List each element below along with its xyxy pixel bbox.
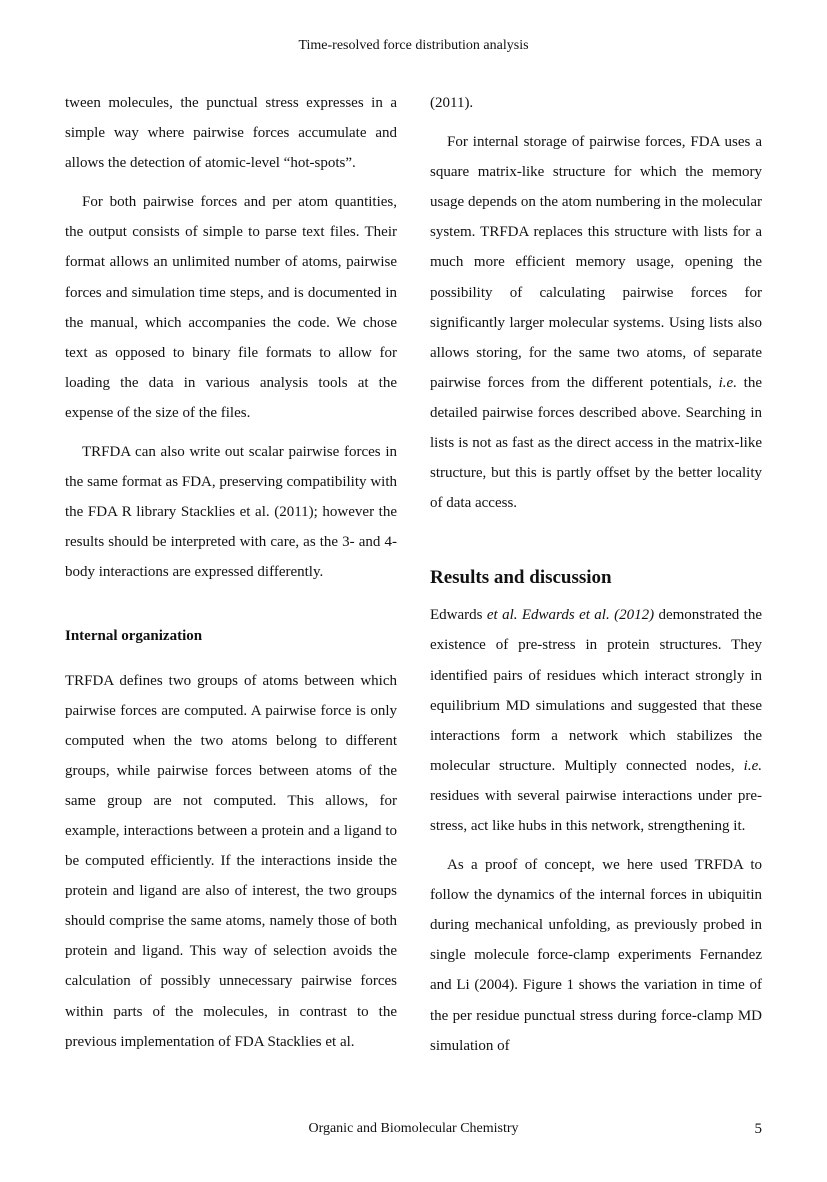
running-footer: Organic and Biomolecular Chemistry — [308, 1121, 519, 1136]
italic-abbrev: i.e. — [718, 374, 737, 391]
paragraph: TRFDA can also write out scalar pairwise forces in the same format as FDA, preserving compatibility with the FDA R library Stacklies et al. (2011); however the results should be interpreted with care, as the 3- and 4-body interactions are expressed differently. — [65, 444, 397, 581]
paragraph: (2011). — [430, 95, 474, 111]
running-header: Time-resolved force distribution analysis — [298, 38, 529, 53]
text-run: residues with several pairwise interactions under pre-stress, act like hubs in this network, strengthening it. — [430, 787, 762, 834]
text-run: demonstrated the existence of pre-stress in protein structures. They identified pairs of residues which interact strongly in equilibrium MD simulations and suggested that these interactions form a network which stabilizes the molecular structure. Multiply connected nodes, — [430, 607, 762, 774]
section-title: Results and discussion — [430, 567, 612, 589]
page-number: 5 — [754, 1121, 762, 1137]
left-column — [65, 88, 397, 1057]
right-column — [430, 88, 762, 1061]
text-run: Edwards — [430, 607, 487, 624]
paragraph — [430, 600, 762, 841]
paragraph: For both pairwise forces and per atom quantities, the output consists of simple to parse text files. Their format allows an unlimited number of atoms, pairwise forces and simulation time steps, and is documented in the manual, which accompanies the code. We chose text as opposed to binary file formats to allow for loading the data in various analysis tools at the expense of the size of the files. — [65, 194, 397, 421]
paragraph: tween molecules, the punctual stress expresses in a simple way where pairwise forces accumulate and allows the detection of atomic-level “hot-spots”. — [65, 95, 397, 172]
citation: et al. Edwards et al. (2012) — [486, 607, 655, 624]
paragraph — [430, 127, 762, 518]
italic-abbrev: i.e. — [743, 757, 762, 774]
paragraph: As a proof of concept, we here used TRFDA to follow the dynamics of the internal forces in ubiquitin during mechanical unfolding, as previously probed in single molecule force-clamp experiments Fernandez and Li (2004). Figure 1 shows the variation in time of the per residue punctual stress during force-clamp MD simulation of — [430, 857, 762, 1054]
paragraph: TRFDA defines two groups of atoms between which pairwise forces are computed. A pairwise force is only computed when the two atoms belong to different groups, while pairwise forces between atoms of the same group are not computed. This allows, for example, interactions between a protein and a ligand to be computed efficiently. If the interactions inside the protein and ligand are also of interest, the two groups should comprise the same atoms, namely those of both protein and ligand. This way of selection avoids the calculation of possibly unnecessary pairwise forces within parts of the molecules, in contrast to the previous implementation of FDA Stacklies et al. — [65, 672, 397, 1050]
subsection-title: Internal organization — [65, 627, 203, 644]
text-run: For internal storage of pairwise forces, FDA uses a square matrix-like structure for which the memory usage depends on the atom numbering in the molecular system. TRFDA replaces this structure with lists for a much more efficient memory usage, opening the possibility of calculating pairwise forces for significantly larger molecular systems. Using lists also allows storing, for the same two atoms, of separate pairwise forces from the different potentials, — [430, 134, 762, 391]
text-run: the detailed pairwise forces described above. Searching in lists is not as fast as the direct access in the matrix-like structure, but this is partly offset by the better locality of data access. — [430, 374, 762, 512]
